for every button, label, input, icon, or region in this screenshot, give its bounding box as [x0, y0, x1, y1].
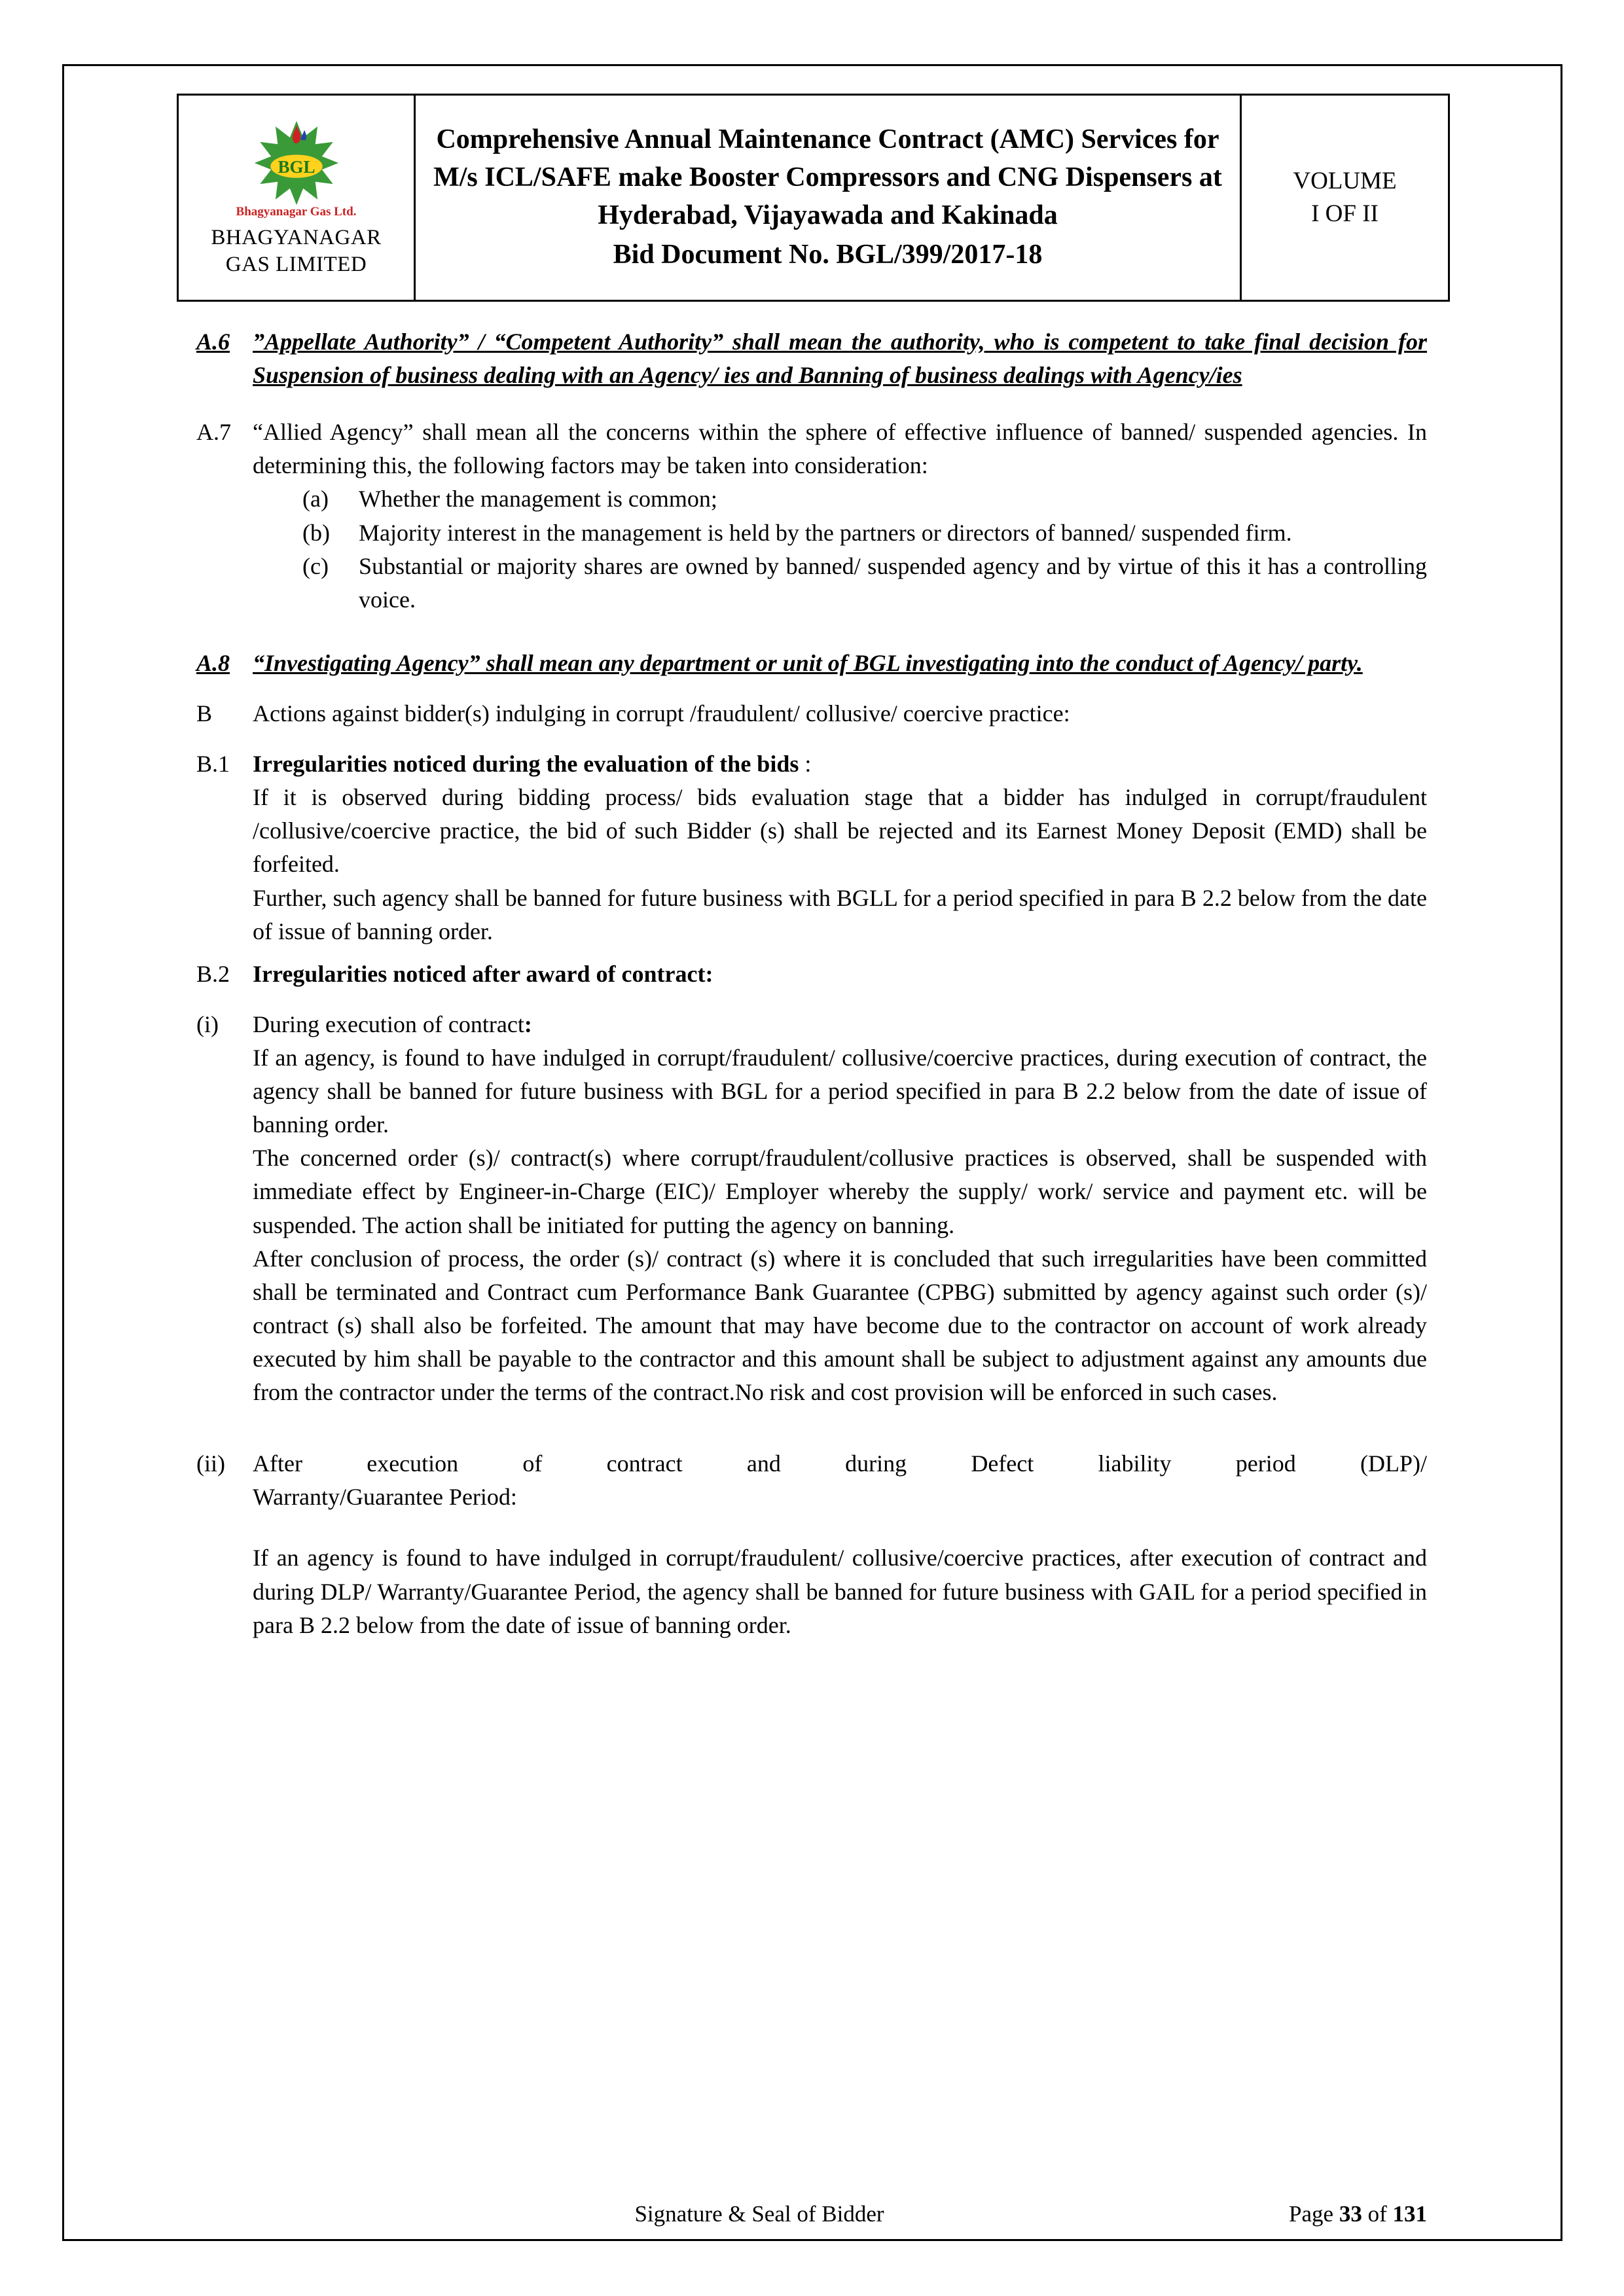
- section-a8-label: A.8: [196, 649, 230, 676]
- logo-caption: Bhagyanagar Gas Ltd.: [236, 204, 357, 219]
- section-b1-heading: [253, 747, 1427, 781]
- page-footer: [196, 2201, 1427, 2231]
- section-b1-heading-suffix: :: [799, 751, 812, 778]
- section-a8: [196, 647, 1427, 680]
- company-name-line1: BHAGYANAGAR: [211, 225, 382, 249]
- list-item-b: [302, 516, 1427, 550]
- bid-document-number: Bid Document No. BGL/399/2017-18: [613, 239, 1043, 270]
- list-item-a-text: Whether the management is common;: [359, 486, 717, 512]
- section-b1-heading-text: Irregularities noticed during the evaluation of the bids: [253, 751, 799, 778]
- section-a6-text: ”Appellate Authority” / “Competent Authority” shall mean the authority, who is competent to take final decision for Suspension of business dealing with an Agency/ ies and Banning of business dealings with Agency/ies: [253, 329, 1427, 389]
- section-ii-para1: If an agency is found to have indulged in corrupt/fraudulent/ collusive/coercive practices, after execution of contract and during DLP/ Warranty/Guarantee Period, the agency shall be banned for future business with GAIL for a period specified in para B 2.2 below from the date of issue of banning order.: [253, 1545, 1427, 1638]
- section-b1-label: B.1: [196, 751, 230, 778]
- section-b1-para2: Further, such agency shall be banned for future business with BGLL for a period specified in para B 2.2 below from the date of issue of banning order.: [253, 884, 1427, 944]
- list-item-c-text: Substantial or majority shares are owned by banned/ suspended agency and by virtue of this it has a controlling voice.: [359, 552, 1427, 613]
- section-a7-intro: “Allied Agency” shall mean all the concerns within the sphere of effective influence of banned/ suspended agencies. In determining this, the following factors may be taken into consideration:: [253, 419, 1427, 479]
- list-item-b-text: Majority interest in the management is held by the partners or directors of banned/ suspended firm.: [359, 519, 1292, 546]
- section-b2-heading: Irregularities noticed after award of contract:: [253, 960, 713, 987]
- document-title: Comprehensive Annual Maintenance Contract (AMC) Services for M/s ICL/SAFE make Booster Compressors and CNG Dispensers at Hyderabad, Vijayawada and Kakinada: [433, 124, 1222, 230]
- section-a7-label: A.7: [196, 419, 231, 446]
- page-number-total: 131: [1392, 2201, 1427, 2227]
- section-a6-label: A.6: [196, 329, 230, 355]
- page-number: [1289, 2201, 1427, 2227]
- list-item-b-label: (b): [302, 519, 330, 546]
- company-logo-icon: [247, 117, 346, 209]
- section-i-para2: The concerned order (s)/ contract(s) where corrupt/fraudulent/collusive practices is observed, shall be suspended with immediate effect by Engineer-in-Charge (EIC)/ Employer whereby the supply/ work/ service and payment etc. will be suspended. The action shall be initiated for putting the agency on banning.: [253, 1145, 1427, 1238]
- page-number-of: of: [1362, 2201, 1393, 2227]
- page-border-frame: [62, 64, 1562, 2241]
- section-a7: [196, 416, 1427, 617]
- volume-line2: I OF II: [1311, 200, 1379, 227]
- section-ii-label: (ii): [196, 1450, 225, 1477]
- section-i-heading: [253, 1008, 1427, 1041]
- page-number-prefix: Page: [1289, 2201, 1339, 2227]
- section-b1-para1: If it is observed during bidding process/ bids evaluation stage that a bidder has indulged in corrupt/fraudulent /collusive/coercive practice, the bid of such Bidder (s) shall be rejected and its Earnest Money Deposit (EMD) shall be forfeited.: [253, 784, 1427, 878]
- section-b-label: B: [196, 700, 213, 726]
- section-b-text: Actions against bidder(s) indulging in corrupt /fraudulent/ collusive/ coercive practice:: [253, 700, 1070, 726]
- section-i-heading-colon: :: [524, 1011, 532, 1037]
- list-item-c-label: (c): [302, 552, 329, 579]
- document-body: [196, 325, 1427, 1642]
- volume-line1: VOLUME: [1293, 168, 1397, 195]
- page-number-current: 33: [1339, 2201, 1362, 2227]
- section-b2-label: B.2: [196, 960, 230, 987]
- company-name-line2: GAS LIMITED: [225, 253, 367, 276]
- section-ii-heading-line2: Warranty/Guarantee Period:: [253, 1484, 517, 1511]
- section-b2: [196, 958, 1427, 991]
- section-i-label: (i): [196, 1011, 219, 1037]
- company-name: [211, 224, 381, 279]
- section-i-heading-text: During execution of contract: [253, 1011, 524, 1037]
- section-b1: [196, 747, 1427, 948]
- list-item-a-label: (a): [302, 486, 329, 512]
- section-ii-heading-line1: After execution of contract and during Defect liability period (DLP)/: [253, 1450, 1427, 1477]
- section-i: [196, 1008, 1427, 1409]
- section-b: [196, 697, 1427, 730]
- header-volume-cell: [1240, 96, 1448, 300]
- header-logo-cell: [179, 96, 416, 300]
- section-a6: [196, 325, 1427, 392]
- list-item-c: [302, 550, 1427, 617]
- logo-acronym-text: BGL: [277, 156, 316, 177]
- header-title-cell: [416, 96, 1240, 300]
- section-ii: [196, 1447, 1427, 1642]
- list-item-a: [302, 482, 1427, 516]
- section-i-para3: After conclusion of process, the order (s)/ contract (s) where it is concluded that such irregularities have been committed shall be terminated and Contract cum Performance Bank Guarantee (CPBG) submitted by agency against such order (s)/ contract (s) shall also be forfeited. The amount that may have become due to the contractor on account of work already executed by him shall be payable to the contractor and this amount shall be subject to adjustment against any amounts due from the contractor under the terms of the contract.No risk and cost provision will be enforced in such cases.: [253, 1245, 1427, 1406]
- header-table: [177, 94, 1450, 302]
- section-i-para1: If an agency, is found to have indulged in corrupt/fraudulent/ collusive/coercive practices, during execution of contract, the agency shall be banned for future business with BGL for a period specified in para B 2.2 below from the date of issue of banning order.: [253, 1044, 1427, 1138]
- section-a8-text: “Investigating Agency” shall mean any department or unit of BGL investigating into the conduct of Agency/ party.: [253, 649, 1363, 676]
- signature-seal-label: Signature & Seal of Bidder: [634, 2201, 884, 2227]
